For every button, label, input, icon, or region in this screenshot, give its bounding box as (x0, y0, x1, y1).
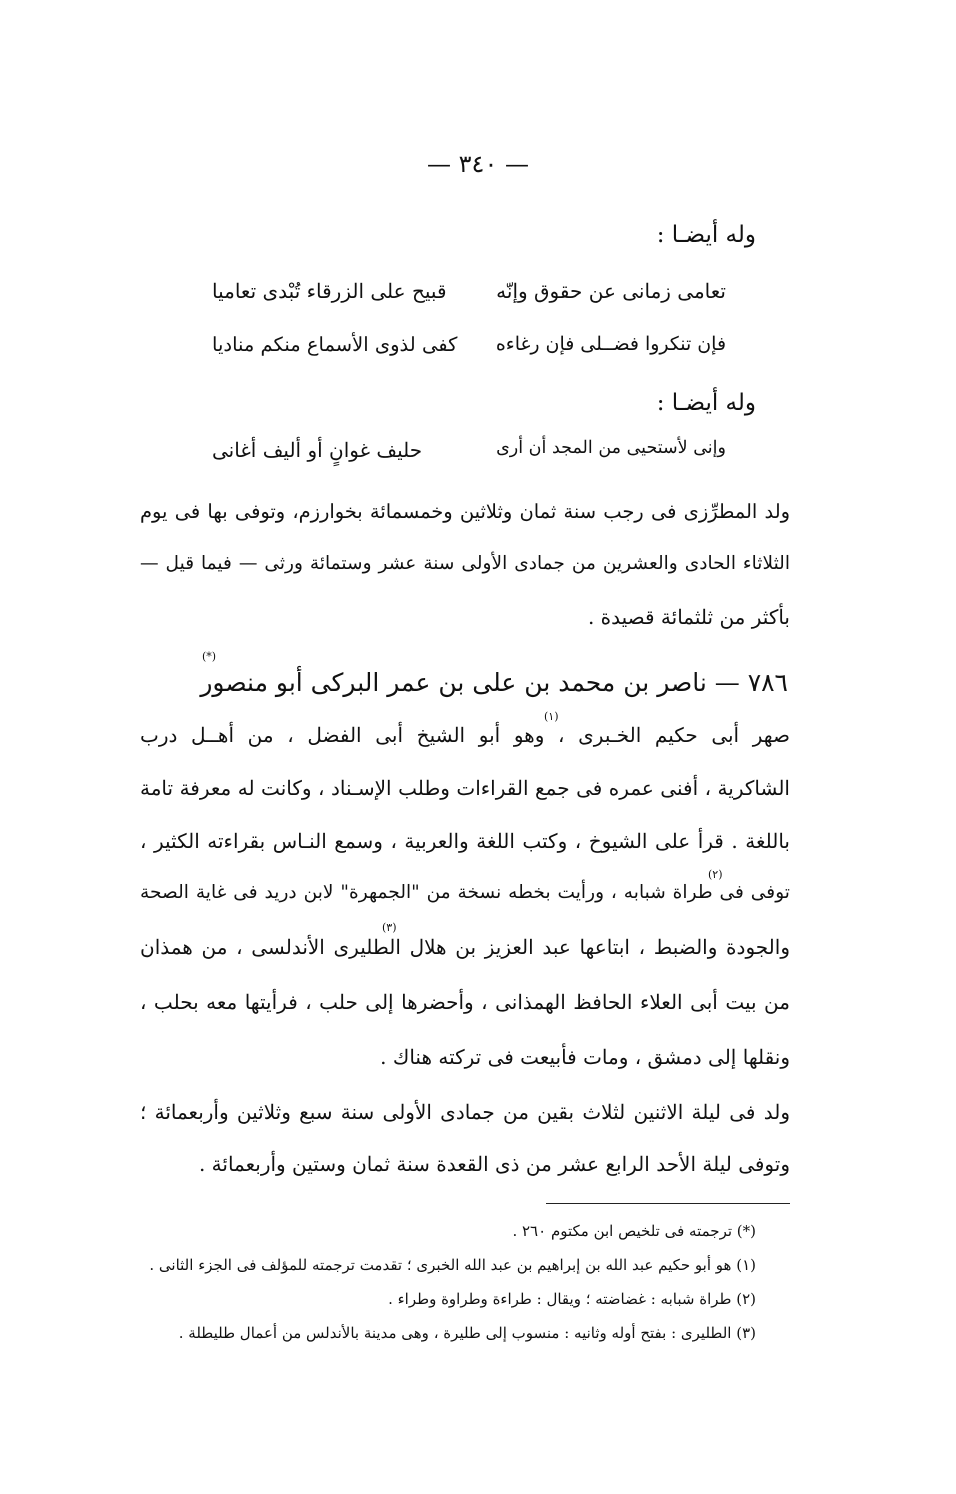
paragraph-1-line-2: الثلاثاء الحادى والعشرين من جمادى الأولى سنة عشر وستمائة ورثى — فيما قيل — (140, 553, 790, 574)
note-mark-1: (١) (544, 710, 559, 723)
poem-heading-2: وله أيضـا : (656, 390, 756, 416)
footnote-2: (٢) طراة شبابه : غضاضته ؛ ويقال : طراءة وطراوة وطراء . (388, 1290, 756, 1308)
paragraph-3-line-1: ولد فى ليلة الاثنين لثلاث بقين من جمادى الأولى سنة سبع وثلاثين وأربعمائة ؛ (140, 1100, 790, 1124)
paragraph-2-line-7: ونقلها إلى دمشق ، ومات فأبيعت فى تركته هناك . (380, 1045, 790, 1069)
note-mark-3: (٣) (382, 921, 397, 934)
entry-footnote-mark: (*) (202, 650, 217, 663)
verse-1-second-hemistich: قبيح على الزرقاء تُبْدى تعاميا (212, 279, 447, 303)
verse-1-first-hemistich: تعامى زمانى عن حقوق وإنّه (496, 279, 726, 303)
paragraph-3-line-2: وتوفى ليلة الأحد الرابع عشر من ذى القعدة سنة ثمان وستين وأربعمائة . (198, 1152, 790, 1176)
paragraph-2-line-6: من بيت أبى العلاء الحافظ الهمذانى ، وأحضرها إلى حلب ، فرأيتها معه بحلب ، (140, 990, 790, 1014)
paragraph-1-line-1: ولد المطرِّزى فى رجب سنة ثمان وثلاثين وخمسمائة بخوارزم، وتوفى بها فى يوم (140, 500, 790, 523)
paragraph-2-line-2: الشاكرية ، أفنى عمره فى جمع القراءات وطلب الإسـناد ، وكانت له معرفة تامة (140, 776, 790, 800)
verse-3-first-hemistich: وإنى لأستحيى من المجد أن أرى (496, 438, 726, 458)
paragraph-2-line-5: والجودة والضبط ، ابتاعها عبد العزيز بن هلال الطليرى الأندلسى ، من همذان (140, 935, 790, 959)
footnote-1: (١) هو أبو حكيم عبد الله بن إبراهيم بن عبد الله الخبرى ؛ تقدمت ترجمته للمؤلف فى الجزء الثانى . (149, 1256, 756, 1274)
footnote-separator (546, 1203, 790, 1204)
verse-3-second-hemistich: حليف غوانٍ أو أليف أغانى (212, 438, 423, 462)
verse-2-second-hemistich: كفى لذوى الأسماع منكم مناديا (212, 333, 458, 356)
page-number: — ٣٤٠ — (427, 150, 529, 178)
footnote-3: (٣) الطليرى : بفتح أوله وثانيه : منسوب إلى طليرة ، وهى مدينة بالأندلس من أعمال طليطلة . (178, 1324, 756, 1342)
paragraph-2-line-3: باللغة . قرأ على الشيوخ ، وكتب اللغة والعربية ، وسمع النـاس بقراءته الكثير ، (140, 829, 790, 853)
entry-title: ٧٨٦ — ناصر بن محمد بن على بن عمر البركى أبو منصور (200, 668, 788, 697)
paragraph-2-line-1: صهر أبى حكيم الخـبرى ، وهو أبو الشيخ أبى الفضل ، من أهــل درب (140, 723, 790, 747)
paragraph-1-line-3: بأكثر من ثلثمائة قصيدة . (587, 605, 790, 629)
footnote-star: (*) ترجمته فى تلخيص ابن مكتوم ٢٦٠ . (512, 1222, 756, 1240)
verse-2-first-hemistich: فإن تنكروا فضــلى فإن رغاءه (495, 333, 726, 355)
note-mark-2: (٢) (708, 868, 723, 881)
poem-heading-1: وله أيضـا : (656, 222, 756, 248)
paragraph-2-line-4: توفى فى طراة شبابه ، ورأيت بخطه نسخة من "الجمهرة" لابن دريد فى غاية الصحة (140, 882, 790, 903)
